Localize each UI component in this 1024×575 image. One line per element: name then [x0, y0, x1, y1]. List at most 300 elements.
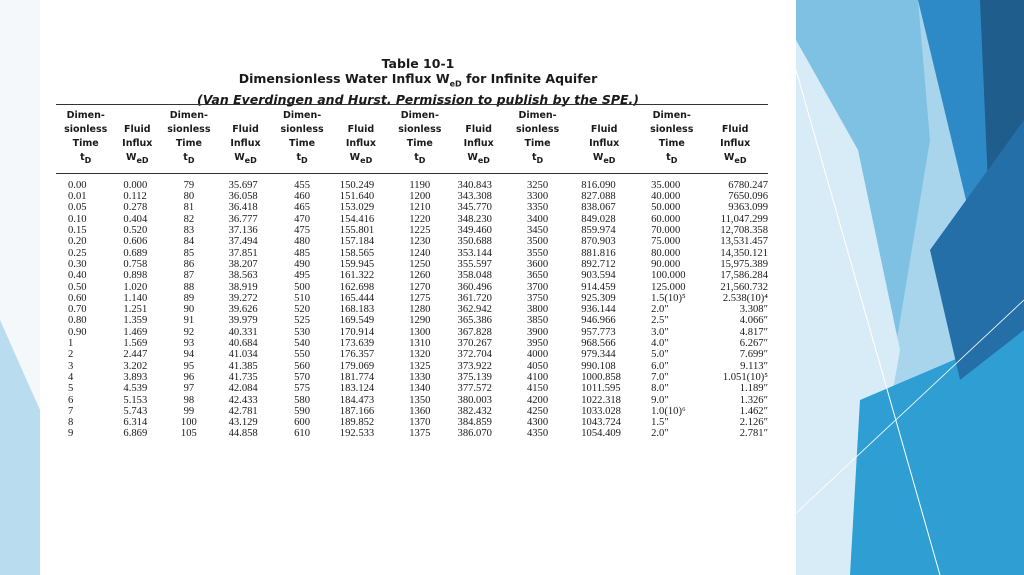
header-line: $W_{eD}$	[467, 152, 490, 165]
cell-fluid-influx: 353.144	[457, 247, 492, 259]
cell-dimensionless-time: 9.0″	[651, 394, 669, 406]
cell-dimensionless-time: 495	[294, 270, 311, 282]
cell-fluid-influx: 1.251	[123, 304, 148, 316]
header-dimensionless-time	[508, 105, 567, 174]
table-body	[56, 173, 768, 439]
cell-dimensionless-time: 3700	[526, 281, 549, 293]
cell-dimensionless-time: 7.0″	[651, 371, 669, 383]
table-row	[56, 293, 768, 304]
cell-dimensionless-time: 0.50	[68, 281, 87, 293]
cell-fluid-influx: 6.314	[123, 417, 148, 429]
cell-dimensionless-time: 0.90	[68, 326, 87, 338]
cell-dimensionless-time: 90	[183, 304, 195, 316]
header-dimensionless-time	[159, 105, 218, 174]
cell-fluid-influx: 169.549	[339, 315, 375, 327]
cell-fluid-influx: 36.777	[228, 213, 258, 225]
cell-dimensionless-time: 1200	[409, 191, 431, 203]
cell-dimensionless-time: 1370	[409, 417, 431, 429]
table-row	[56, 383, 768, 394]
table-row	[56, 236, 768, 247]
cell-fluid-influx: 1.462″	[739, 405, 768, 417]
cell-fluid-influx: 0.278	[123, 202, 148, 214]
cell-fluid-influx: 1054.409	[581, 428, 621, 440]
cell-dimensionless-time: 3600	[526, 258, 549, 270]
cell-fluid-influx: 42.781	[228, 405, 258, 417]
cell-dimensionless-time: 580	[294, 394, 311, 406]
header-line: Fluid	[232, 124, 259, 135]
header-subscript: D	[187, 155, 195, 165]
cell-fluid-influx: 355.597	[457, 258, 492, 270]
table-title-subscript: eD	[449, 79, 462, 89]
cell-dimensionless-time: 4100	[526, 371, 549, 383]
cell-dimensionless-time: 3	[68, 360, 74, 372]
cell-fluid-influx: 41.735	[228, 371, 258, 383]
cell-fluid-influx: 37.851	[228, 247, 258, 259]
cell-fluid-influx: 151.640	[339, 191, 375, 203]
cell-dimensionless-time: 0.70	[68, 304, 87, 316]
header-fluid-influx	[567, 105, 641, 174]
header-line: Fluid	[465, 124, 492, 135]
cell-fluid-influx: 2.447	[123, 349, 148, 361]
header-line: Dimen-	[652, 110, 691, 121]
cell-fluid-influx: 42.084	[228, 383, 258, 395]
cell-fluid-influx: 4.066″	[739, 315, 768, 327]
cell-dimensionless-time: 97	[183, 383, 195, 395]
cell-dimensionless-time: 1310	[409, 338, 431, 350]
cell-fluid-influx: 340.843	[457, 179, 492, 191]
cell-dimensionless-time: 1375	[409, 428, 431, 440]
cell-dimensionless-time: 1270	[409, 281, 431, 293]
cell-dimensionless-time: 1220	[409, 213, 431, 225]
header-subscript: D	[301, 155, 308, 165]
table-row	[56, 395, 768, 406]
cell-fluid-influx: 1000.858	[581, 371, 621, 383]
cell-dimensionless-time: 0.40	[68, 270, 87, 282]
cell-fluid-influx: 37.494	[228, 236, 258, 248]
cell-dimensionless-time: 70.000	[651, 225, 681, 237]
cell-dimensionless-time: 4300	[526, 417, 549, 429]
header-line: Time	[406, 138, 433, 149]
cell-fluid-influx: 187.166	[339, 405, 375, 417]
header-line: Time	[289, 138, 316, 149]
header-line: Dimen-	[400, 110, 439, 121]
cell-fluid-influx: 36.418	[228, 202, 258, 214]
cell-fluid-influx: 17,586.284	[720, 270, 768, 282]
cell-dimensionless-time: 3300	[526, 191, 549, 203]
header-line: Influx	[463, 138, 494, 149]
cell-dimensionless-time: 3450	[526, 225, 549, 237]
header-subscript: eD	[603, 155, 616, 165]
header-line: Dimen-	[66, 110, 105, 121]
cell-dimensionless-time: 485	[294, 247, 311, 259]
table-row	[56, 406, 768, 417]
table-row	[56, 417, 768, 428]
cell-dimensionless-time: 3850	[526, 315, 549, 327]
cell-fluid-influx: 914.459	[581, 281, 616, 293]
cell-fluid-influx: 158.565	[339, 247, 375, 259]
cell-fluid-influx: 39.979	[228, 315, 258, 327]
header-subscript: D	[536, 155, 544, 165]
cell-fluid-influx: 173.639	[339, 338, 375, 350]
cell-fluid-influx: 170.914	[339, 326, 375, 338]
header-line: Influx	[589, 138, 620, 149]
table-row	[56, 202, 768, 213]
cell-dimensionless-time: 0.05	[68, 202, 87, 214]
cell-fluid-influx: 345.770	[457, 202, 492, 214]
header-line: Fluid	[124, 124, 151, 135]
cell-dimensionless-time: 4050	[526, 360, 549, 372]
cell-fluid-influx: 365.386	[457, 315, 492, 327]
cell-fluid-influx: 159.945	[339, 258, 375, 270]
cell-dimensionless-time: 94	[183, 349, 195, 361]
cell-fluid-influx: 1.140	[123, 292, 148, 304]
table-source-note: (Van Everdingen and Hurst. Permission to publish by the SPE.)	[197, 91, 639, 107]
cell-fluid-influx: 37.136	[228, 225, 258, 237]
cell-fluid-influx: 946.966	[581, 315, 616, 327]
header-fluid-influx	[219, 105, 273, 174]
cell-fluid-influx: 44.858	[228, 428, 258, 440]
cell-fluid-influx: 7650.096	[728, 191, 768, 203]
cell-dimensionless-time: 4000	[526, 349, 549, 361]
cell-fluid-influx: 349.460	[457, 225, 492, 237]
cell-dimensionless-time: 575	[294, 383, 311, 395]
cell-dimensionless-time: 6	[68, 394, 74, 406]
cell-fluid-influx: 155.801	[339, 225, 375, 237]
cell-fluid-influx: 816.090	[581, 179, 616, 191]
cell-fluid-influx: 43.129	[228, 417, 258, 429]
cell-fluid-influx: 0.000	[123, 179, 148, 191]
header-line: Fluid	[590, 124, 618, 135]
table-row	[56, 428, 768, 439]
header-line: sionless	[398, 124, 442, 135]
cell-dimensionless-time: 84	[183, 236, 195, 248]
cell-dimensionless-time: 2.5″	[651, 315, 669, 327]
cell-dimensionless-time: 1230	[409, 236, 431, 248]
cell-dimensionless-time: 590	[294, 405, 311, 417]
cell-dimensionless-time: 1.5″	[651, 417, 669, 429]
header-line: Dimen-	[282, 110, 322, 121]
header-line: Dimen-	[518, 110, 557, 121]
cell-dimensionless-time: 50.000	[651, 202, 681, 214]
cell-fluid-influx: 1.569	[123, 338, 148, 350]
cell-dimensionless-time: 540	[294, 338, 311, 350]
header-line: $t_D$	[666, 152, 678, 165]
header-subscript: eD	[734, 155, 747, 165]
header-line: $t_D$	[414, 152, 426, 165]
cell-dimensionless-time: 0.80	[68, 315, 87, 327]
cell-fluid-influx: 1.469	[123, 326, 148, 338]
cell-fluid-influx: 892.712	[581, 258, 616, 270]
cell-fluid-influx: 827.088	[581, 191, 616, 203]
cell-dimensionless-time: 0.30	[68, 258, 87, 270]
cell-fluid-influx: 1043.724	[581, 417, 621, 429]
cell-dimensionless-time: 80	[183, 191, 195, 203]
cell-dimensionless-time: 6.0″	[651, 360, 669, 372]
table-row	[56, 338, 768, 349]
header-line: sionless	[64, 124, 108, 135]
cell-fluid-influx: 183.124	[339, 383, 375, 395]
header-line: $W_{eD}$	[126, 152, 149, 165]
table-number: Table 10-1	[381, 56, 455, 71]
cell-dimensionless-time: 4150	[526, 383, 549, 395]
cell-dimensionless-time: 465	[294, 202, 311, 214]
cell-dimensionless-time: 0.10	[68, 213, 87, 225]
cell-dimensionless-time: 1360	[409, 405, 431, 417]
cell-dimensionless-time: 3950	[526, 338, 549, 350]
header-dimensionless-time	[272, 105, 331, 174]
cell-dimensionless-time: 5.0″	[651, 349, 669, 361]
cell-dimensionless-time: 3900	[526, 326, 549, 338]
header-dimensionless-time	[390, 105, 449, 174]
header-line: $W_{eD}$	[592, 152, 616, 165]
cell-dimensionless-time: 3400	[526, 213, 549, 225]
cell-fluid-influx: 373.922	[457, 360, 492, 372]
header-line: $W_{eD}$	[723, 152, 747, 165]
header-line: $W_{eD}$	[234, 152, 257, 165]
cell-fluid-influx: 0.520	[123, 225, 148, 237]
cell-fluid-influx: 4.817″	[739, 326, 768, 338]
header-fluid-influx	[115, 105, 159, 174]
header-dimensionless-time	[56, 105, 115, 174]
cell-fluid-influx: 1.189″	[739, 383, 768, 395]
cell-dimensionless-time: 88	[183, 281, 195, 293]
cell-fluid-influx: 990.108	[581, 360, 616, 372]
cell-fluid-influx: 0.758	[123, 258, 148, 270]
table-row	[56, 327, 768, 338]
cell-fluid-influx: 348.230	[457, 213, 492, 225]
cell-fluid-influx: 360.496	[457, 281, 492, 293]
cell-fluid-influx: 838.067	[581, 202, 616, 214]
cell-dimensionless-time: 1300	[409, 326, 431, 338]
cell-fluid-influx: 1.326″	[739, 394, 768, 406]
cell-fluid-influx: 859.974	[581, 225, 616, 237]
table-row	[56, 248, 768, 259]
cell-fluid-influx: 6.869	[123, 428, 148, 440]
cell-fluid-influx: 12,708.358	[720, 225, 768, 237]
cell-dimensionless-time: 2	[68, 349, 74, 361]
cell-fluid-influx: 849.028	[581, 213, 616, 225]
cell-dimensionless-time: 91	[183, 315, 195, 327]
cell-dimensionless-time: 1.0(10)⁶	[651, 405, 686, 417]
cell-fluid-influx: 40.684	[228, 338, 258, 350]
cell-dimensionless-time: 3350	[526, 202, 549, 214]
cell-dimensionless-time: 600	[294, 417, 311, 429]
table-row	[56, 361, 768, 372]
header-subscript: eD	[360, 155, 373, 165]
cell-dimensionless-time: 1290	[409, 315, 431, 327]
cell-dimensionless-time: 570	[294, 371, 311, 383]
cell-fluid-influx: 0.404	[123, 213, 148, 225]
cell-dimensionless-time: 1275	[409, 292, 431, 304]
cell-fluid-influx: 881.816	[581, 247, 616, 259]
cell-fluid-influx: 157.184	[339, 236, 375, 248]
cell-dimensionless-time: 460	[294, 191, 311, 203]
cell-fluid-influx: 382.432	[457, 405, 492, 417]
cell-fluid-influx: 0.898	[123, 270, 148, 282]
cell-fluid-influx: 386.070	[457, 428, 492, 440]
cell-fluid-influx: 1.020	[123, 281, 148, 293]
cell-fluid-influx: 189.852	[339, 417, 375, 429]
cell-dimensionless-time: 5	[68, 383, 74, 395]
cell-dimensionless-time: 510	[294, 292, 311, 304]
cell-dimensionless-time: 87	[183, 270, 195, 282]
cell-fluid-influx: 372.704	[457, 349, 492, 361]
cell-fluid-influx: 154.416	[339, 213, 375, 225]
cell-fluid-influx: 9.113″	[740, 360, 768, 372]
cell-dimensionless-time: 4250	[526, 405, 549, 417]
cell-fluid-influx: 936.144	[581, 304, 616, 316]
cell-dimensionless-time: 79	[183, 179, 195, 191]
header-line: Time	[524, 138, 551, 149]
cell-fluid-influx: 979.344	[581, 349, 616, 361]
cell-fluid-influx: 1.359	[123, 315, 148, 327]
cell-fluid-influx: 2.781″	[739, 428, 768, 440]
cell-fluid-influx: 3.308″	[739, 304, 768, 316]
cell-dimensionless-time: 4	[68, 371, 74, 383]
cell-dimensionless-time: 1210	[409, 202, 431, 214]
cell-dimensionless-time: 80.000	[651, 247, 681, 259]
cell-fluid-influx: 168.183	[339, 304, 375, 316]
cell-dimensionless-time: 1225	[409, 225, 431, 237]
cell-dimensionless-time: 95	[183, 360, 195, 372]
header-subscript: eD	[244, 155, 257, 165]
cell-fluid-influx: 184.473	[339, 394, 375, 406]
cell-dimensionless-time: 3650	[526, 270, 549, 282]
table-row	[56, 315, 768, 326]
cell-fluid-influx: 192.533	[339, 428, 375, 440]
cell-dimensionless-time: 7	[68, 405, 74, 417]
header-line: $t_D$	[183, 152, 195, 165]
table-row	[56, 191, 768, 202]
cell-fluid-influx: 11,047.299	[720, 213, 768, 225]
cell-dimensionless-time: 0.20	[68, 236, 87, 248]
cell-dimensionless-time: 500	[294, 281, 311, 293]
cell-fluid-influx: 181.774	[339, 371, 375, 383]
cell-dimensionless-time: 0.25	[68, 247, 87, 259]
cell-fluid-influx: 41.385	[228, 360, 258, 372]
cell-fluid-influx: 42.433	[228, 394, 258, 406]
cell-dimensionless-time: 100	[180, 417, 197, 429]
cell-fluid-influx: 21,560.732	[720, 281, 768, 293]
header-line: $W_{eD}$	[349, 152, 373, 165]
header-line: Time	[72, 138, 99, 149]
cell-fluid-influx: 380.003	[457, 394, 492, 406]
header-fluid-influx	[702, 105, 768, 174]
cell-dimensionless-time: 0.15	[68, 225, 87, 237]
cell-dimensionless-time: 9	[68, 428, 74, 440]
table-row	[56, 372, 768, 383]
header-line: $t_D$	[80, 152, 92, 165]
cell-fluid-influx: 40.331	[228, 326, 258, 338]
cell-dimensionless-time: 82	[183, 213, 195, 225]
cell-dimensionless-time: 525	[294, 315, 311, 327]
cell-fluid-influx: 1.051(10)⁵	[722, 371, 768, 383]
cell-fluid-influx: 5.153	[123, 394, 148, 406]
cell-dimensionless-time: 475	[294, 225, 311, 237]
cell-fluid-influx: 0.606	[123, 236, 148, 248]
cell-fluid-influx: 3.202	[123, 360, 148, 372]
header-line: sionless	[650, 124, 694, 135]
cell-fluid-influx: 38.563	[228, 270, 258, 282]
cell-dimensionless-time: 1325	[409, 360, 431, 372]
cell-dimensionless-time: 1340	[409, 383, 431, 395]
cell-dimensionless-time: 60.000	[651, 213, 681, 225]
water-influx-table	[56, 104, 768, 440]
cell-fluid-influx: 153.029	[339, 202, 375, 214]
header-line: Influx	[122, 138, 153, 149]
cell-dimensionless-time: 86	[183, 258, 195, 270]
cell-dimensionless-time: 1	[68, 338, 74, 350]
cell-dimensionless-time: 93	[183, 338, 195, 350]
cell-dimensionless-time: 83	[183, 225, 195, 237]
cell-dimensionless-time: 610	[294, 428, 311, 440]
table-row	[56, 214, 768, 225]
cell-dimensionless-time: 1330	[409, 371, 431, 383]
cell-dimensionless-time: 0.60	[68, 292, 87, 304]
cell-dimensionless-time: 92	[183, 326, 195, 338]
cell-dimensionless-time: 4.0″	[651, 338, 669, 350]
table-row	[56, 173, 768, 191]
header-line: $t_D$	[296, 152, 308, 165]
cell-fluid-influx: 361.720	[457, 292, 492, 304]
cell-dimensionless-time: 3500	[526, 236, 549, 248]
cell-fluid-influx: 162.698	[339, 281, 375, 293]
header-subscript: D	[670, 155, 678, 165]
cell-fluid-influx: 968.566	[581, 338, 616, 350]
cell-fluid-influx: 350.688	[457, 236, 492, 248]
cell-dimensionless-time: 8.0″	[651, 383, 669, 395]
cell-fluid-influx: 38.919	[228, 281, 258, 293]
cell-fluid-influx: 870.903	[581, 236, 616, 248]
cell-fluid-influx: 39.272	[228, 292, 258, 304]
cell-fluid-influx: 1011.595	[581, 383, 621, 395]
cell-dimensionless-time: 2.0″	[651, 304, 669, 316]
cell-fluid-influx: 903.594	[581, 270, 616, 282]
cell-fluid-influx: 384.859	[457, 417, 492, 429]
cell-dimensionless-time: 550	[294, 349, 311, 361]
cell-fluid-influx: 343.308	[457, 191, 492, 203]
cell-fluid-influx: 150.249	[339, 179, 375, 191]
cell-fluid-influx: 7.699″	[739, 349, 768, 361]
cell-dimensionless-time: 490	[294, 258, 311, 270]
header-fluid-influx	[450, 105, 508, 174]
cell-dimensionless-time: 1260	[409, 270, 431, 282]
cell-fluid-influx: 165.444	[339, 292, 375, 304]
header-subscript: D	[418, 155, 426, 165]
cell-fluid-influx: 2.538(10)⁴	[722, 292, 768, 304]
cell-dimensionless-time: 35.000	[651, 179, 681, 191]
cell-fluid-influx: 358.048	[457, 270, 492, 282]
header-line: sionless	[167, 124, 211, 135]
cell-dimensionless-time: 3250	[526, 179, 549, 191]
header-line: Fluid	[347, 124, 375, 135]
cell-dimensionless-time: 1.5(10)⁵	[651, 292, 686, 304]
cell-fluid-influx: 176.357	[339, 349, 375, 361]
cell-dimensionless-time: 2.0″	[651, 428, 669, 440]
cell-dimensionless-time: 96	[183, 371, 195, 383]
header-subscript: eD	[477, 155, 490, 165]
cell-dimensionless-time: 85	[183, 247, 195, 259]
cell-fluid-influx: 1033.028	[581, 405, 621, 417]
table-header	[56, 105, 768, 174]
cell-dimensionless-time: 470	[294, 213, 311, 225]
cell-dimensionless-time: 100.000	[651, 270, 686, 282]
cell-fluid-influx: 35.697	[228, 179, 258, 191]
cell-fluid-influx: 367.828	[457, 326, 492, 338]
header-fluid-influx	[332, 105, 390, 174]
header-line: sionless	[280, 124, 324, 135]
cell-dimensionless-time: 1250	[409, 258, 431, 270]
